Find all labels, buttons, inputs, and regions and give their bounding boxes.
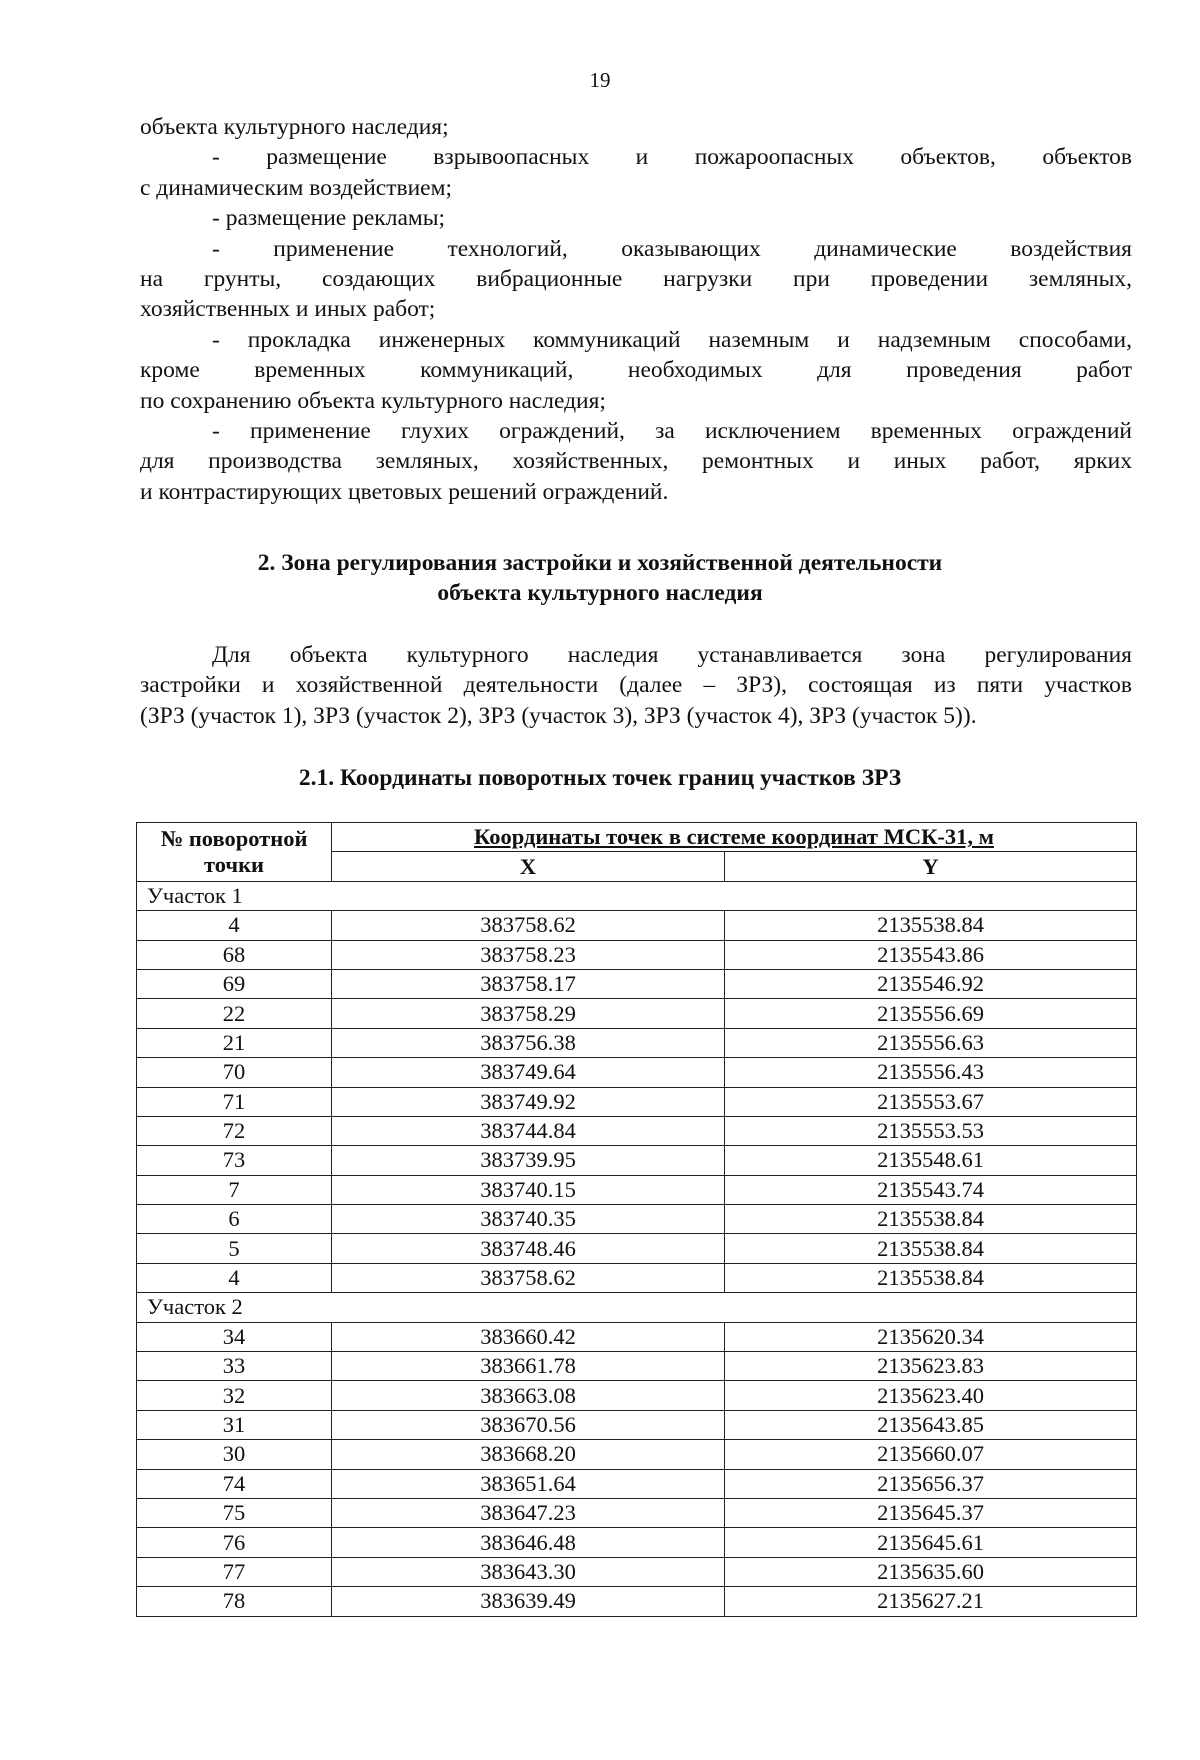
cell-y: 2135553.53 [725,1116,1137,1145]
section-row [137,881,1137,910]
cell-x: 383651.64 [332,1469,725,1498]
text-line: для производства земляных, хозяйственных, ремонтных и иных работ, ярких [140,448,1132,475]
table-row [137,911,1137,940]
cell-point: 4 [137,911,332,940]
cell-y: 2135556.63 [725,1028,1137,1057]
cell-point: 70 [137,1058,332,1087]
cell-y: 2135645.61 [725,1528,1137,1557]
cell-point: 34 [137,1322,332,1351]
cell-y: 2135556.43 [725,1058,1137,1087]
cell-x: 383660.42 [332,1322,725,1351]
cell-x: 383749.64 [332,1058,725,1087]
section-label: Участок 2 [137,1293,1137,1322]
table-row [137,1146,1137,1175]
cell-point: 73 [137,1146,332,1175]
cell-x: 383758.62 [332,911,725,940]
table-row [137,1498,1137,1527]
table-row [137,1175,1137,1204]
cell-point: 69 [137,969,332,998]
cell-point: 7 [137,1175,332,1204]
cell-y: 2135548.61 [725,1146,1137,1175]
cell-point: 78 [137,1587,332,1616]
cell-point: 4 [137,1263,332,1292]
section-paragraph [140,640,1132,731]
cell-y: 2135643.85 [725,1410,1137,1439]
cell-point: 33 [137,1352,332,1381]
cell-point: 22 [137,999,332,1028]
section-title-line: 2. Зона регулирования застройки и хозяйственной деятельности [257,550,943,576]
cell-y: 2135553.67 [725,1087,1137,1116]
table-row [137,1587,1137,1616]
cell-x: 383670.56 [332,1410,725,1439]
intro-text [140,112,1132,507]
cell-y: 2135538.84 [725,1234,1137,1263]
cell-x: 383646.48 [332,1528,725,1557]
section-title [0,548,1200,608]
cell-point: 74 [137,1469,332,1498]
cell-x: 383661.78 [332,1352,725,1381]
header-point-number [137,823,332,882]
table-row [137,969,1137,998]
table-row [137,1205,1137,1234]
text-line: с динамическим воздействием; [140,174,453,201]
cell-x: 383668.20 [332,1440,725,1469]
cell-y: 2135660.07 [725,1440,1137,1469]
text-line: - размещение взрывоопасных и пожароопасных объектов, объектов [212,144,1132,171]
coordinates-table [136,822,1137,1617]
cell-x: 383647.23 [332,1498,725,1527]
page-number: 19 [589,68,611,92]
cell-y: 2135645.37 [725,1498,1137,1527]
table-row [137,1322,1137,1351]
cell-point: 30 [137,1440,332,1469]
cell-y: 2135656.37 [725,1469,1137,1498]
text-line: объекта культурного наследия; [140,114,449,140]
cell-point: 75 [137,1498,332,1527]
table-row [137,1557,1137,1586]
text-line: на грунты, создающих вибрационные нагрузки при проведении земляных, [140,266,1132,293]
text-line: - применение глухих ограждений, за исключением временных ограждений [212,418,1132,445]
cell-x: 383756.38 [332,1028,725,1057]
section-label: Участок 1 [137,881,1137,910]
text-line: (ЗРЗ (участок 1), ЗРЗ (участок 2), ЗРЗ (участок 3), ЗРЗ (участок 4), ЗРЗ (участок 5)). [140,702,977,729]
text-line: застройки и хозяйственной деятельности (далее – ЗРЗ), состоящая из пяти участков [140,672,1132,699]
cell-x: 383663.08 [332,1381,725,1410]
header-x: X [332,852,725,881]
cell-y: 2135538.84 [725,911,1137,940]
section-title-line: объекта культурного наследия [437,580,763,606]
table-row [137,1234,1137,1263]
cell-point: 31 [137,1410,332,1439]
cell-point: 76 [137,1528,332,1557]
table-row [137,1440,1137,1469]
table-row [137,1528,1137,1557]
cell-x: 383758.29 [332,999,725,1028]
cell-y: 2135623.40 [725,1381,1137,1410]
cell-x: 383740.35 [332,1205,725,1234]
cell-point: 32 [137,1381,332,1410]
table-title: 2.1. Координаты поворотных точек границ участков ЗРЗ [298,765,902,791]
cell-y: 2135543.86 [725,940,1137,969]
table-row [137,1028,1137,1057]
text-line: кроме временных коммуникаций, необходимых для проведения работ [140,357,1132,384]
cell-point: 68 [137,940,332,969]
cell-x: 383744.84 [332,1116,725,1145]
text-line: - применение технологий, оказывающих динамические воздействия [212,235,1132,262]
cell-x: 383758.62 [332,1263,725,1292]
cell-y: 2135538.84 [725,1263,1137,1292]
cell-y: 2135620.34 [725,1322,1137,1351]
cell-y: 2135635.60 [725,1557,1137,1586]
cell-y: 2135543.74 [725,1175,1137,1204]
text-line: - прокладка инженерных коммуникаций наземным и надземным способами, [212,326,1132,353]
table-row [137,1058,1137,1087]
cell-y: 2135627.21 [725,1587,1137,1616]
cell-x: 383749.92 [332,1087,725,1116]
header-y: Y [725,852,1137,881]
cell-x: 383740.15 [332,1175,725,1204]
cell-x: 383758.23 [332,940,725,969]
table-row [137,1263,1137,1292]
table-row [137,1116,1137,1145]
cell-x: 383748.46 [332,1234,725,1263]
cell-x: 383639.49 [332,1587,725,1616]
cell-x: 383643.30 [332,1557,725,1586]
text-line: хозяйственных и иных работ; [140,296,436,323]
cell-y: 2135556.69 [725,999,1137,1028]
table-row [137,1087,1137,1116]
text-line: и контрастирующих цветовых решений ограждений. [140,478,669,505]
table-row [137,1469,1137,1498]
table-row [137,940,1137,969]
cell-x: 383739.95 [332,1146,725,1175]
cell-y: 2135546.92 [725,969,1137,998]
table-row [137,1381,1137,1410]
text-line: Для объекта культурного наследия устанавливается зона регулирования [212,642,1132,668]
header-coordinates: Координаты точек в системе координат МСК-31, м [332,823,1137,852]
cell-point: 77 [137,1557,332,1586]
cell-point: 21 [137,1028,332,1057]
cell-point: 72 [137,1116,332,1145]
header-point-line: № поворотной [160,825,308,851]
table-row [137,999,1137,1028]
cell-y: 2135538.84 [725,1205,1137,1234]
cell-point: 71 [137,1087,332,1116]
table-row [137,1410,1137,1439]
cell-point: 6 [137,1205,332,1234]
text-line: по сохранению объекта культурного наследия; [140,387,606,414]
cell-y: 2135623.83 [725,1352,1137,1381]
cell-x: 383758.17 [332,969,725,998]
section-row [137,1293,1137,1322]
table-row [137,1352,1137,1381]
cell-point: 5 [137,1234,332,1263]
text-line: - размещение рекламы; [212,205,446,232]
header-point-line: точки [203,851,265,877]
